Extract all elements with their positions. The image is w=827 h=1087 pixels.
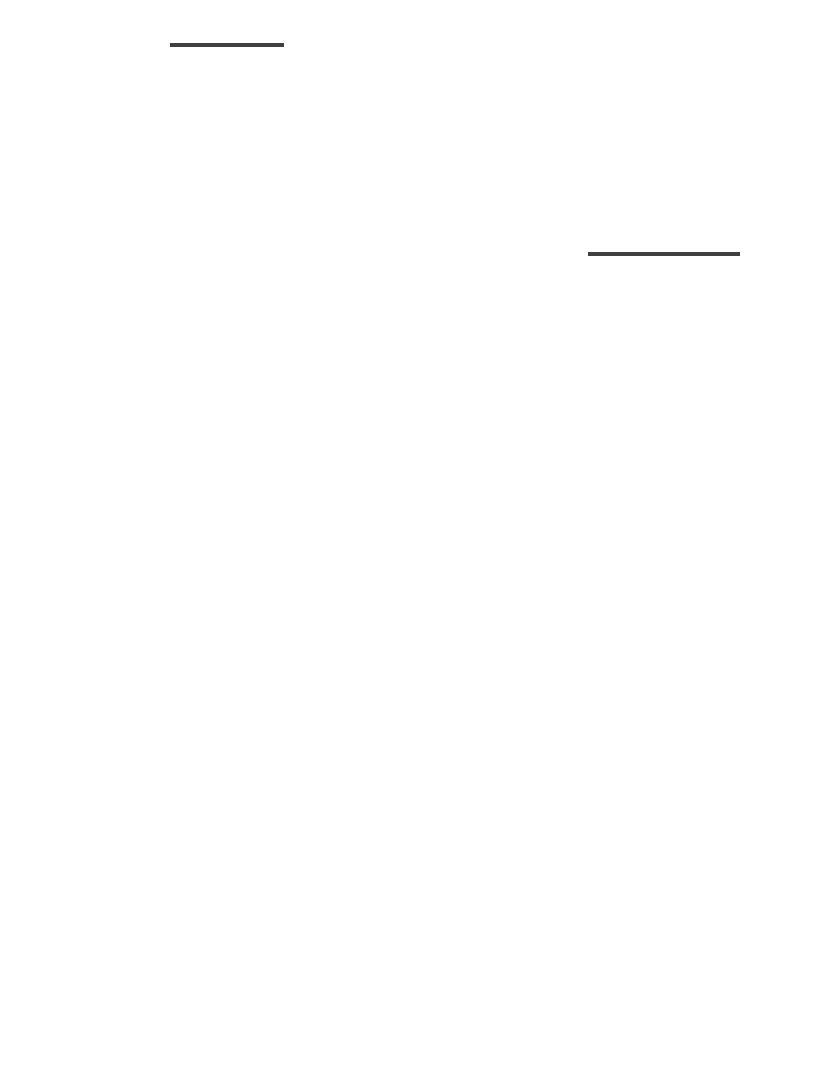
descriptors-array — [588, 252, 740, 256]
indices-array — [170, 43, 284, 47]
